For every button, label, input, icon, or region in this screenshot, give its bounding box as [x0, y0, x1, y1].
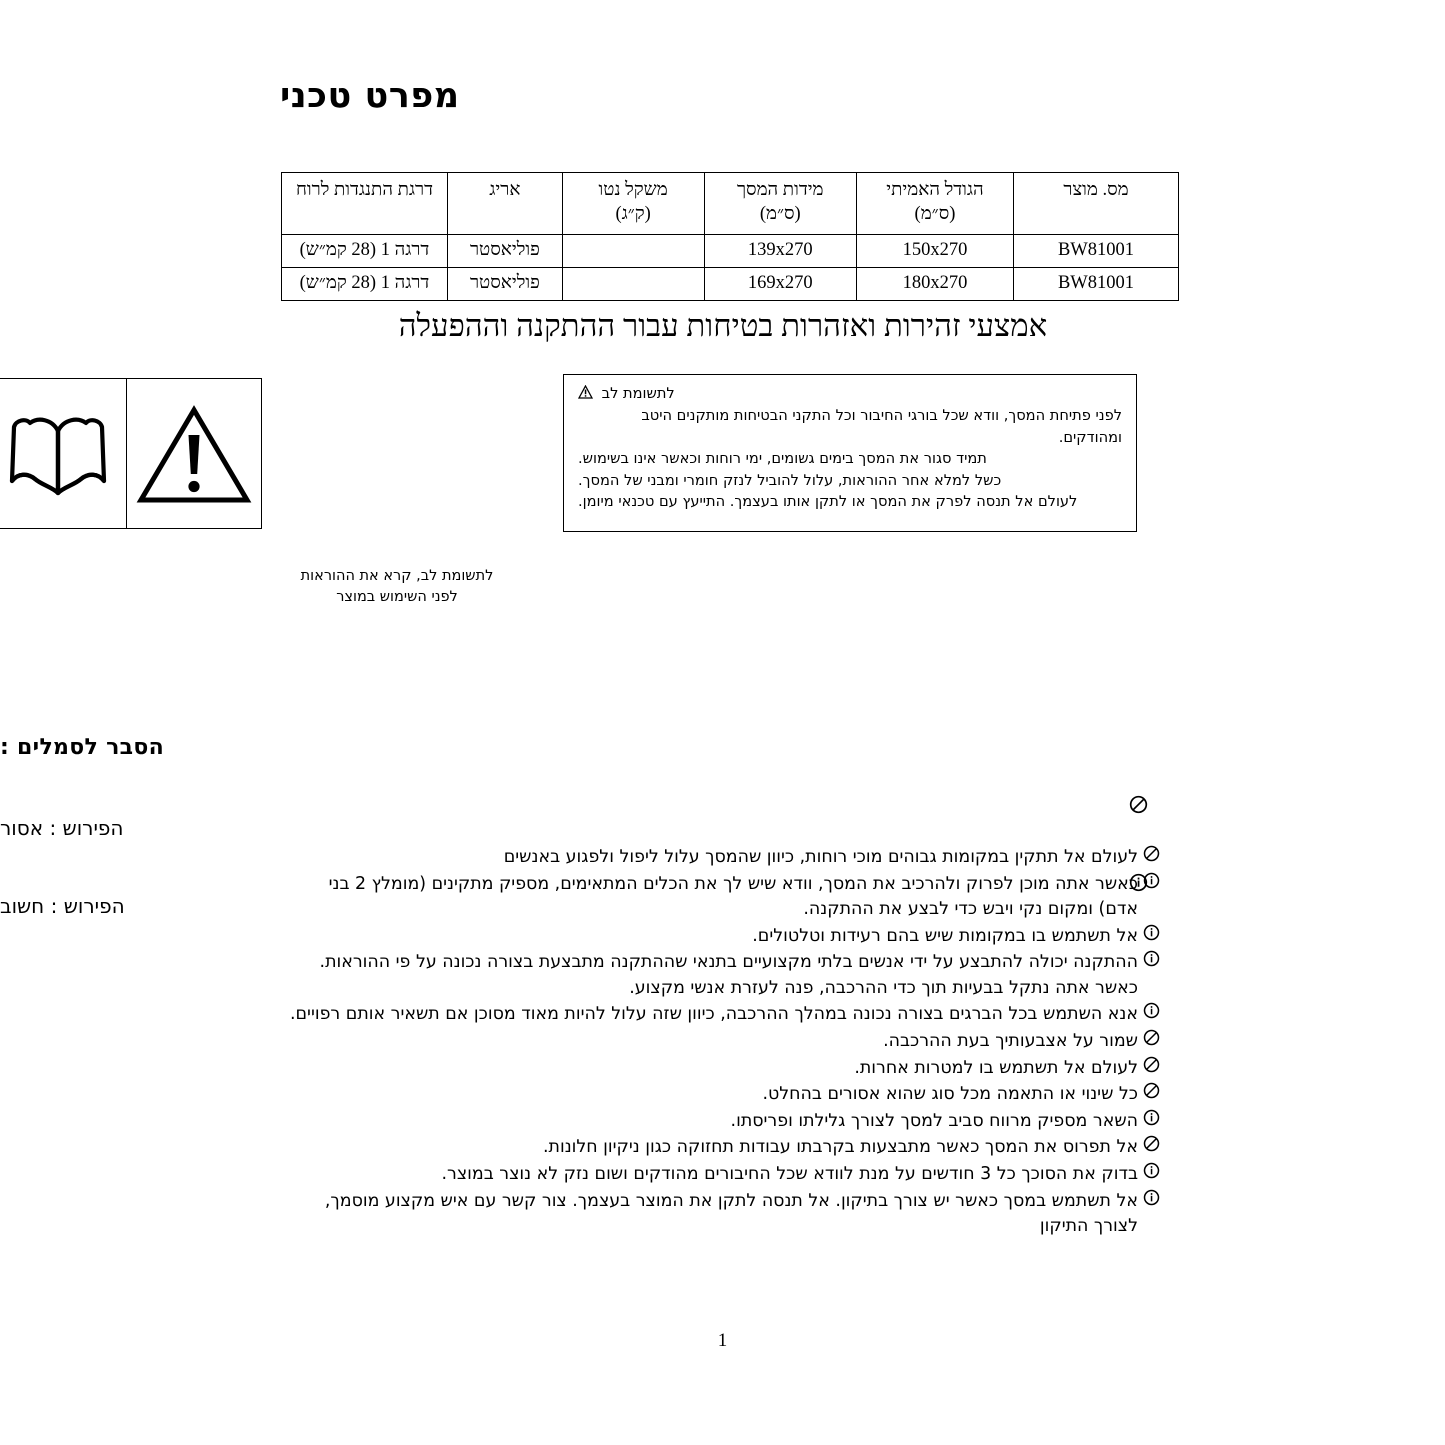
attention-box — [563, 374, 1137, 532]
column-header-product — [1013, 173, 1178, 235]
list-item-text: השאר מספיק מרווח סביב למסך לצורך גלילתו ופריסתו. — [730, 1110, 1138, 1131]
list-item-text: לעולם אל תתקין במקומות גבוהים מוכי רוחות, כיוון שהמסך עלול ליפול ולפגוע באנשים — [503, 847, 1138, 867]
cell-product: BW81001 — [1013, 267, 1178, 300]
icon-caption — [261, 566, 533, 607]
list-item-text: אנא השתמש בכל הברגים בצורה נכונה במהלך ההרכבה, כיוון שזה עלול להיות מאוד מסוכן אם תשאיר אותם רפויים. — [289, 1004, 1138, 1025]
attention-box-title-row — [578, 383, 1122, 404]
info-icon — [1138, 1162, 1160, 1179]
list-item-text: שמור על אצבעותיך בעת ההרכבה. — [883, 1031, 1138, 1052]
prohibition-icon — [1138, 1135, 1160, 1152]
safety-icon-box — [0, 378, 262, 529]
list-item — [285, 1162, 1160, 1188]
info-icon — [1138, 872, 1160, 889]
list-item — [285, 1056, 1160, 1082]
legend-item-info-label: הפירוש : חשוב — [0, 893, 125, 918]
cell-net-weight — [562, 234, 704, 267]
spec-table-container — [281, 172, 1179, 301]
cell-screen-size: 139x270 — [704, 234, 856, 267]
column-header-screen-size — [704, 173, 856, 235]
info-icon — [1138, 1109, 1160, 1126]
list-item — [285, 872, 1160, 923]
safety-section-heading: אמצעי זהירות ואזהרות בטיחות עבור ההתקנה וההפעלה — [398, 308, 1048, 343]
cell-net-weight — [562, 267, 704, 300]
list-item-text: אל תשתמש במסך כאשר יש צורך בתיקון. אל תנסה לתקן את המוצר בעצמך. צור קשר עם איש מקצוע מוסמך, לצורך התיקון — [324, 1190, 1138, 1237]
column-header-product-line1: מס. מוצר — [1063, 180, 1129, 200]
column-header-wind-resistance-line1: דרגת התנגדות לרוח — [295, 180, 433, 200]
legend-item-prohibition — [0, 765, 1148, 843]
list-item — [285, 950, 1160, 1001]
list-item — [285, 845, 1160, 871]
info-icon — [1138, 1189, 1160, 1206]
cell-wind-resistance: דרגה 1 (28 קמ״ש) — [282, 234, 448, 267]
column-header-screen-size-line1: מידות המסך — [736, 180, 824, 200]
cell-fabric: פוליאסטר — [447, 234, 562, 267]
warning-triangle-icon — [135, 402, 253, 506]
table-body — [282, 234, 1179, 300]
table-header — [282, 173, 1179, 235]
list-item — [285, 1109, 1160, 1135]
list-item — [285, 1082, 1160, 1108]
cell-product: BW81001 — [1013, 234, 1178, 267]
prohibition-icon — [1138, 1029, 1160, 1046]
prohibition-icon — [0, 795, 1148, 814]
list-item-text: כאשר אתה מוכן לפרוק ולהרכיב את המסך, וודא שיש לך את הכלים המתאימים, מספיק מתקינים (מומלץ 2 בני אדם) ומקום נקי ויבש כדי לבצע את ההתקנה. — [328, 873, 1138, 920]
list-item-text: אל תפרוס את המסך כאשר מתבצעות בקרבתו עבודות תחזוקה כגון ניקיון חלונות. — [543, 1137, 1138, 1158]
list-item-text: לעולם אל תשתמש בו למטרות אחרות. — [854, 1057, 1138, 1078]
list-item-text: כל שינוי או התאמה מכל סוג שהוא אסורים בהחלט. — [762, 1084, 1138, 1105]
attention-line-3: כשל למלא אחר ההוראות, עלול להוביל לנזק חומרי ומבני של המסך. — [578, 471, 1002, 489]
list-item — [285, 1029, 1160, 1055]
safety-notes-list — [285, 845, 1160, 1241]
column-header-fabric — [447, 173, 562, 235]
table-row — [282, 267, 1179, 300]
list-item — [285, 924, 1160, 950]
info-icon — [1138, 924, 1160, 941]
open-book-icon — [2, 409, 114, 499]
cell-real-size: 180x270 — [856, 267, 1013, 300]
warning-triangle-small-icon — [578, 385, 593, 399]
column-header-wind-resistance — [282, 173, 448, 235]
list-item — [285, 1189, 1160, 1240]
prohibition-icon — [1138, 845, 1160, 862]
info-icon — [1138, 1002, 1160, 1019]
page-number: 1 — [717, 1330, 728, 1351]
open-book-icon-cell — [0, 379, 126, 528]
prohibition-icon — [1138, 1056, 1160, 1073]
list-item — [285, 1135, 1160, 1161]
icon-caption-line2: לפני השימוש במוצר — [336, 588, 458, 605]
attention-line-2: תמיד סגור את המסך בימים גשומים, ימי רוחות וכאשר אינו בשימוש. — [578, 450, 987, 468]
legend-item-prohibition-label: הפירוש : אסור — [0, 815, 124, 840]
page-title: מפרט טכני — [280, 76, 460, 116]
column-header-real-size-line1: הגודל האמיתי — [886, 180, 984, 200]
prohibition-icon — [1138, 1082, 1160, 1099]
column-header-screen-size-line2: (ס״מ) — [759, 204, 801, 225]
list-item — [285, 1002, 1160, 1028]
column-header-net-weight-line1: משקל נטו — [598, 180, 668, 200]
list-item-text: ההתקנה יכולה להתבצע על ידי אנשים בלתי מקצועיים בתנאי שההתקנה מתבצעת בצורה נכונה על פי ההוראות. כאשר אתה נתקל בבעיות תוך כדי ההרכבה, פנה לעזרת אנשי מקצוע. — [319, 952, 1138, 998]
cell-wind-resistance: דרגה 1 (28 קמ״ש) — [282, 267, 448, 300]
attention-line-4: לעולם אל תנסה לפרק את המסך או לתקן אותו בעצמך. התייעץ עם טכנאי מיומן. — [578, 493, 1078, 511]
info-icon — [1138, 950, 1160, 967]
cell-fabric: פוליאסטר — [447, 267, 562, 300]
table-header-row — [282, 173, 1179, 235]
cell-real-size: 150x270 — [856, 234, 1013, 267]
column-header-net-weight-line2: (ק״ג) — [615, 204, 651, 225]
warning-triangle-icon-cell — [126, 379, 262, 528]
list-item-text: אל תשתמש בו במקומות שיש בהם רעידות וטלטולים. — [752, 925, 1138, 946]
column-header-real-size — [856, 173, 1013, 235]
list-item-text: בדוק את הסוכך כל 3 חודשים על מנת לוודא שכל החיבורים מהודקים ושום נזק לא נוצר במוצר. — [441, 1163, 1138, 1184]
cell-screen-size: 169x270 — [704, 267, 856, 300]
column-header-net-weight — [562, 173, 704, 235]
attention-line-1: לפני פתיחת המסך, וודא שכל בורגי החיבור וכל התקני הבטיחות מותקנים היטב ומהודקים. — [641, 407, 1122, 446]
column-header-fabric-line1: אריג — [489, 180, 521, 200]
column-header-real-size-line2: (ס״מ) — [914, 204, 956, 225]
table-row — [282, 234, 1179, 267]
specification-table — [281, 172, 1179, 301]
icon-caption-line1: לתשומת לב, קרא את ההוראות — [300, 568, 494, 584]
legend-title: הסבר לסמלים : — [0, 735, 165, 760]
attention-box-title: לתשומת לב — [601, 385, 675, 402]
